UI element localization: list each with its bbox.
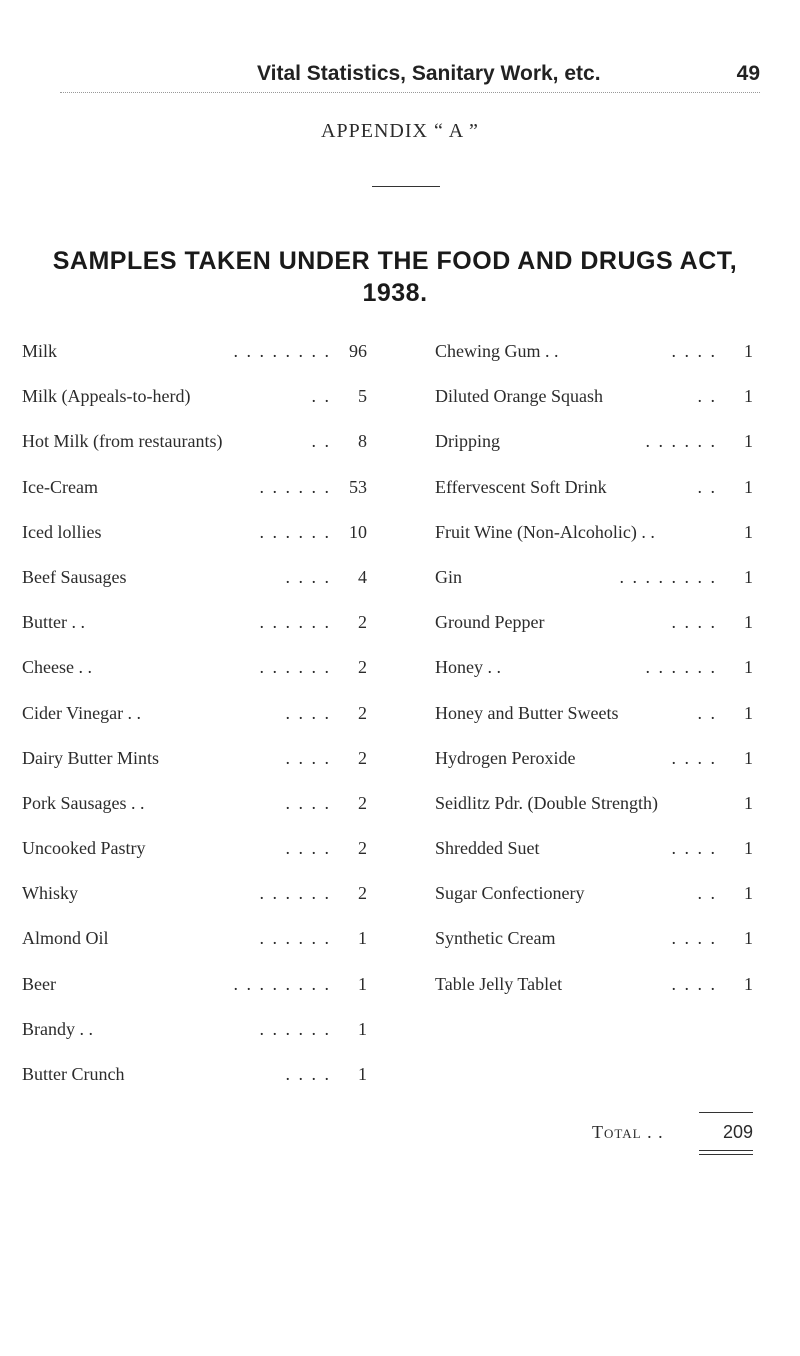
total-block xyxy=(435,1112,753,1192)
leader-dots: . . . . xyxy=(671,973,717,994)
sample-count: 1 xyxy=(744,521,753,542)
sample-label: Milk (Appeals-to-herd) xyxy=(22,386,191,407)
leader-dots: . . . . . . xyxy=(259,612,331,633)
sample-label: Honey and Butter Sweets xyxy=(435,702,619,723)
leader-dots: . . . . . . xyxy=(259,521,331,542)
sample-row xyxy=(22,973,367,1018)
sample-count: 2 xyxy=(358,838,367,859)
sample-row xyxy=(435,385,753,430)
leader-dots: . . . . . . xyxy=(259,883,331,904)
sample-count: 53 xyxy=(349,476,367,497)
leader-dots: . . xyxy=(311,431,331,452)
sample-label: Gin xyxy=(435,566,462,587)
appendix-title: APPENDIX “ A ” xyxy=(321,120,479,142)
sample-label: Beef Sausages xyxy=(22,566,127,587)
sample-count: 1 xyxy=(744,702,753,723)
sample-row xyxy=(22,747,367,792)
page-header xyxy=(60,62,760,86)
sample-row xyxy=(435,882,753,927)
sample-label: Butter . . xyxy=(22,612,85,633)
sample-label: Table Jelly Tablet xyxy=(435,973,563,994)
sample-count: 1 xyxy=(744,612,753,633)
sample-label: Hot Milk (from restaurants) xyxy=(22,431,223,452)
sample-count: 1 xyxy=(744,431,753,452)
sample-row xyxy=(22,1018,367,1063)
sample-count: 1 xyxy=(358,1018,367,1039)
sample-count: 1 xyxy=(744,928,753,949)
sample-count: 1 xyxy=(744,838,753,859)
sample-count: 8 xyxy=(358,431,367,452)
sample-label: Seidlitz Pdr. (Double Strength) xyxy=(435,792,658,813)
sample-count: 1 xyxy=(744,341,753,361)
sample-count: 1 xyxy=(744,476,753,497)
sample-row xyxy=(435,927,753,972)
leader-dots: . . . . xyxy=(671,747,717,768)
sample-row xyxy=(22,882,367,927)
sample-count: 1 xyxy=(744,792,753,813)
sample-row xyxy=(22,566,367,611)
leader-dots: . . . . . . xyxy=(259,928,331,949)
total-rule-top xyxy=(699,1112,753,1113)
sample-row xyxy=(22,792,367,837)
leader-dots: . . . . xyxy=(671,838,717,859)
sample-row xyxy=(22,430,367,475)
sample-row xyxy=(435,340,753,385)
running-head-title: Vital Statistics, Sanitary Work, etc. xyxy=(257,62,601,85)
left-sample-list xyxy=(22,340,367,1108)
sample-row xyxy=(435,656,753,701)
sample-row xyxy=(435,837,753,882)
leader-dots: . . xyxy=(697,702,717,723)
total-rule-double xyxy=(699,1150,753,1155)
leader-dots: . . . . xyxy=(285,702,331,723)
sample-count: 4 xyxy=(358,566,367,587)
section-heading-line1: SAMPLES TAKEN UNDER THE FOOD AND DRUGS ACT, xyxy=(52,247,738,275)
sample-label: Effervescent Soft Drink xyxy=(435,476,607,497)
sample-row xyxy=(22,837,367,882)
leader-dots: . . . . xyxy=(671,612,717,633)
sample-row xyxy=(435,566,753,611)
leader-dots: . . xyxy=(311,386,331,407)
sample-count: 2 xyxy=(358,702,367,723)
sample-label: Ice-Cream xyxy=(22,476,98,497)
sample-label: Shredded Suet xyxy=(435,838,540,859)
section-heading-line2: 1938. xyxy=(362,279,428,307)
sample-row xyxy=(435,747,753,792)
sample-count: 1 xyxy=(358,973,367,994)
total-value: 209 xyxy=(722,1122,753,1142)
sample-label: Sugar Confectionery xyxy=(435,883,585,904)
sample-count: 1 xyxy=(744,566,753,587)
sample-label: Dripping xyxy=(435,431,500,452)
sample-label: Hydrogen Peroxide xyxy=(435,747,576,768)
header-divider xyxy=(60,92,760,93)
sample-count: 1 xyxy=(358,1064,367,1084)
sample-count: 1 xyxy=(744,386,753,407)
sample-row xyxy=(22,1063,367,1108)
sample-count: 1 xyxy=(744,747,753,768)
sample-row xyxy=(22,340,367,385)
sample-row xyxy=(22,521,367,566)
sample-label: Butter Crunch xyxy=(22,1064,125,1084)
right-sample-list xyxy=(435,340,753,1018)
sample-row xyxy=(22,927,367,972)
sample-count: 2 xyxy=(358,883,367,904)
leader-dots: . . . . xyxy=(285,566,331,587)
leader-dots: . . xyxy=(697,386,717,407)
sample-count: 2 xyxy=(358,792,367,813)
total-label: Total . . xyxy=(592,1122,664,1142)
leader-dots: . . . . xyxy=(671,928,717,949)
sample-row xyxy=(22,476,367,521)
sample-label: Iced lollies xyxy=(22,521,102,542)
sample-label: Brandy . . xyxy=(22,1018,93,1039)
leader-dots: . . xyxy=(697,476,717,497)
sample-row xyxy=(435,973,753,1018)
sample-row xyxy=(435,521,753,566)
sample-count: 2 xyxy=(358,657,367,678)
appendix-divider xyxy=(372,186,440,187)
leader-dots: . . . . . . xyxy=(259,1018,331,1039)
sample-label: Cheese . . xyxy=(22,657,92,678)
leader-dots: . . . . . . xyxy=(259,476,331,497)
sample-row xyxy=(22,611,367,656)
sample-count: 1 xyxy=(744,883,753,904)
sample-label: Pork Sausages . . xyxy=(22,792,145,813)
sample-label: Whisky xyxy=(22,883,78,904)
sample-label: Almond Oil xyxy=(22,928,109,949)
sample-count: 5 xyxy=(358,386,367,407)
leader-dots: . . . . . . . . xyxy=(619,566,717,587)
sample-row xyxy=(22,385,367,430)
sample-count: 1 xyxy=(744,973,753,994)
leader-dots: . . . . . . . . xyxy=(233,973,331,994)
leader-dots: . . . . xyxy=(285,747,331,768)
sample-count: 2 xyxy=(358,747,367,768)
sample-label: Diluted Orange Squash xyxy=(435,386,603,407)
sample-count: 2 xyxy=(358,612,367,633)
sample-label: Synthetic Cream xyxy=(435,928,556,949)
sample-count: 96 xyxy=(349,341,367,361)
sample-label: Beer xyxy=(22,973,56,994)
sample-count: 10 xyxy=(349,521,367,542)
leader-dots: . . xyxy=(697,883,717,904)
sample-row xyxy=(22,702,367,747)
section-heading xyxy=(0,245,790,309)
page-number: 49 xyxy=(736,62,760,85)
sample-label: Honey . . xyxy=(435,657,501,678)
sample-count: 1 xyxy=(744,657,753,678)
leader-dots: . . . . . . . . xyxy=(233,341,331,361)
sample-label: Fruit Wine (Non-Alcoholic) . . xyxy=(435,521,655,542)
sample-row xyxy=(435,611,753,656)
sample-row xyxy=(435,792,753,837)
leader-dots: . . . . xyxy=(285,792,331,813)
sample-label: Uncooked Pastry xyxy=(22,838,146,859)
sample-label: Chewing Gum . . xyxy=(435,341,559,361)
leader-dots: . . . . . . xyxy=(259,657,331,678)
leader-dots: . . . . . . xyxy=(645,431,717,452)
leader-dots: . . . . xyxy=(285,1064,331,1084)
sample-label: Milk xyxy=(22,341,58,361)
sample-row xyxy=(435,702,753,747)
sample-count: 1 xyxy=(358,928,367,949)
sample-label: Dairy Butter Mints xyxy=(22,747,159,768)
sample-label: Ground Pepper xyxy=(435,612,545,633)
sample-row xyxy=(435,476,753,521)
sample-row xyxy=(22,656,367,701)
leader-dots: . . . . xyxy=(671,341,717,361)
sample-label: Cider Vinegar . . xyxy=(22,702,142,723)
sample-row xyxy=(435,430,753,475)
leader-dots: . . . . xyxy=(285,838,331,859)
leader-dots: . . . . . . xyxy=(645,657,717,678)
